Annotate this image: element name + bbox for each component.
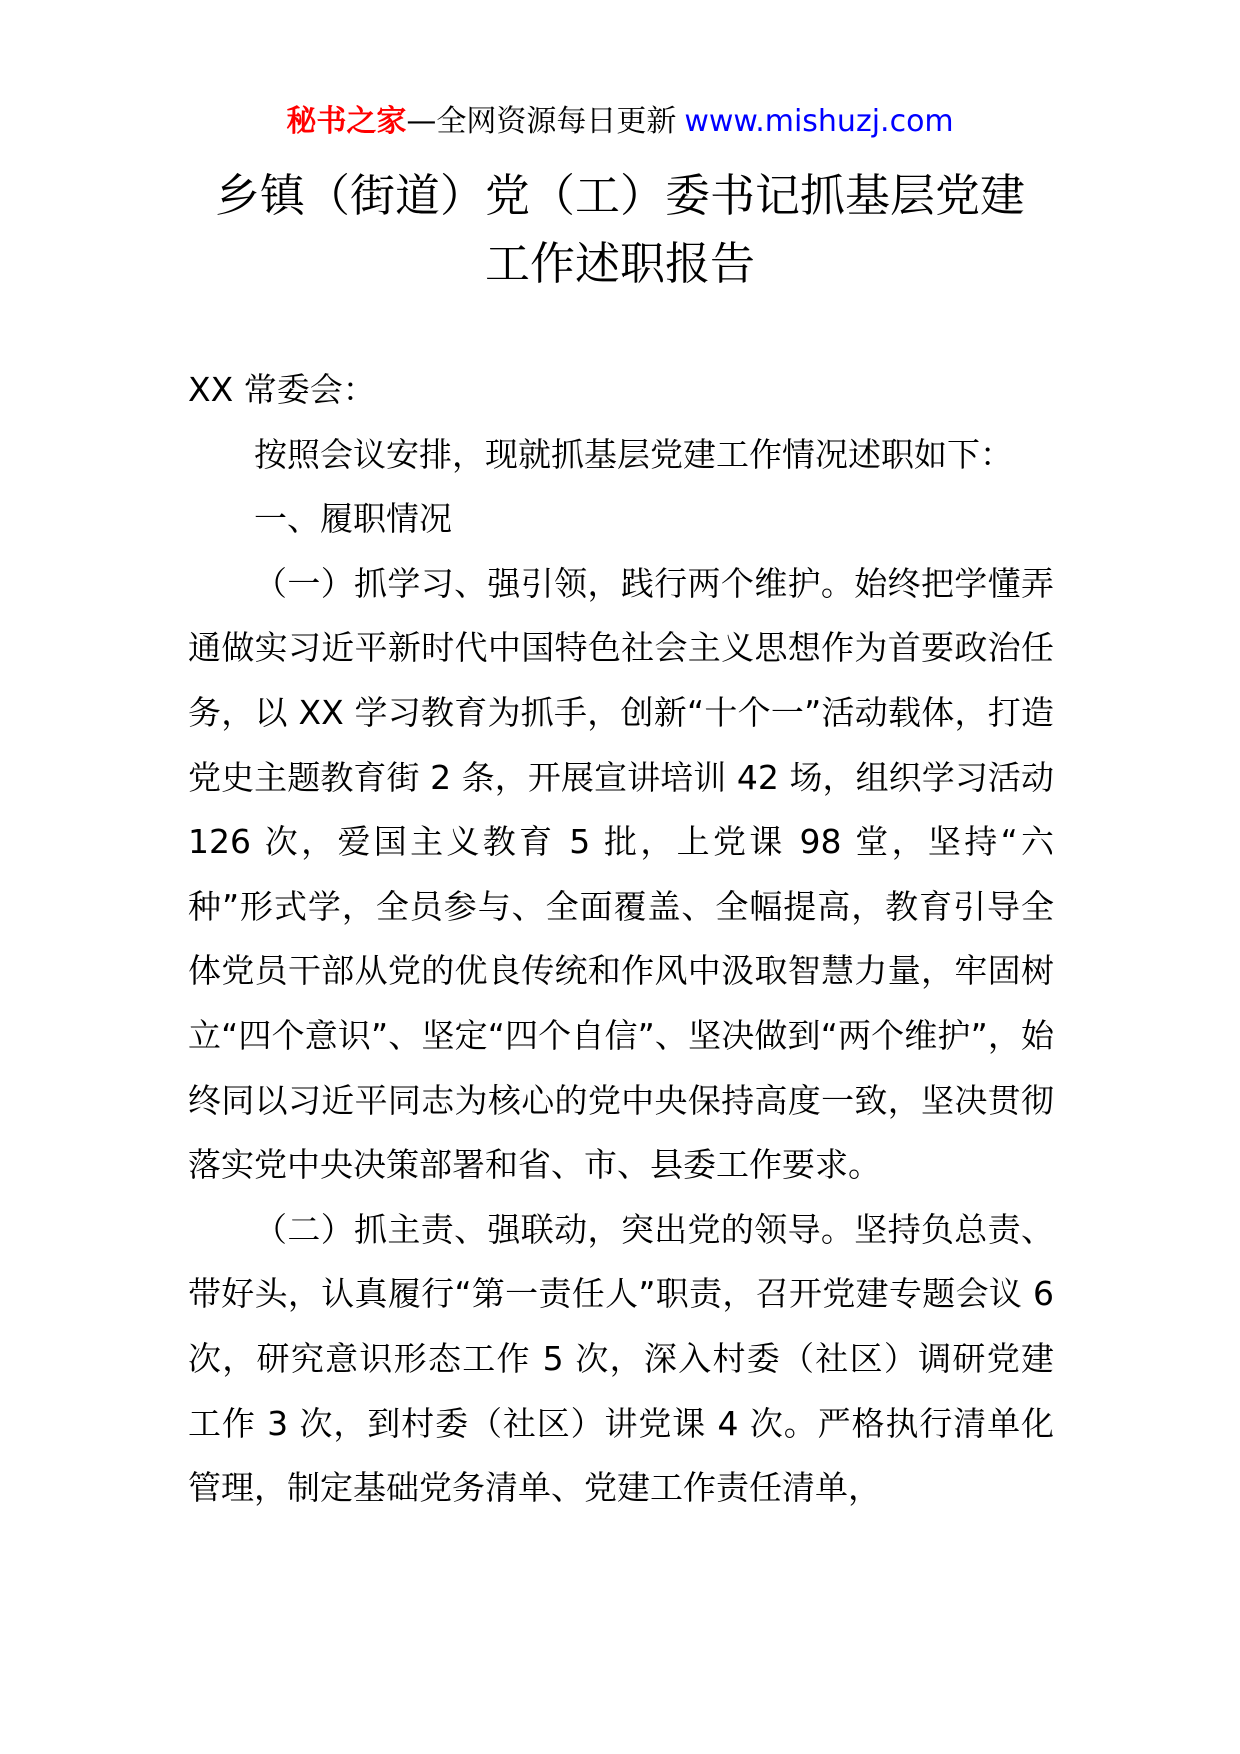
header-banner [0, 100, 1240, 144]
paragraph-section-2: （二）抓主责、强联动，突出党的领导。坚持负总责、带好头，认真履行“第一责任人”职责，召开党建专题会议 6 次，研究意识形态工作 5 次，深入村委（社区）调研党建工作 3 次，到村委（社区）讲党课 4 次。严格执行清单化管理，制定基础党务清单、党建工作责任清单， [188, 1209, 1054, 1508]
header-tagline: —全网资源每日更新 [406, 104, 677, 139]
document-title [0, 162, 1240, 298]
brand-name: 秘书之家 [286, 104, 407, 139]
paragraph-intro: 按照会议安排，现就抓基层党建工作情况述职如下： [254, 434, 1013, 474]
salutation: XX 常委会： [188, 370, 376, 409]
title-line-1: 乡镇（街道）党（工）委书记抓基层党建 [214, 169, 1025, 222]
document-body [188, 358, 1054, 1521]
paragraph-section-1: （一）抓学习、强引领，践行两个维护。始终把学懂弄通做实习近平新时代中国特色社会主义思想作为首要政治任务，以 XX 学习教育为抓手，创新“十个一”活动载体，打造党史主题教育街 2 条，开展宣讲培训 42 场，组织学习活动 126 次，爱国主义教育 5 批，上党课 98 堂，坚持“六种”形式学，全员参与、全面覆盖、全幅提高，教育引导全体党员干部从党的优良传统和作风中汲取智慧力量，牢固树立“四个意识”、坚定“四个自信”、坚决做到“两个维护”，始终同以习近平同志为核心的党中央保持高度一致，坚决贯彻落实党中央决策部署和省、市、县委工作要求。 [188, 563, 1054, 1185]
title-line-2: 工作述职报告 [484, 237, 755, 290]
site-url-link[interactable]: www.mishuzj.com [684, 104, 954, 139]
section-heading: 一、履职情况 [254, 499, 452, 539]
